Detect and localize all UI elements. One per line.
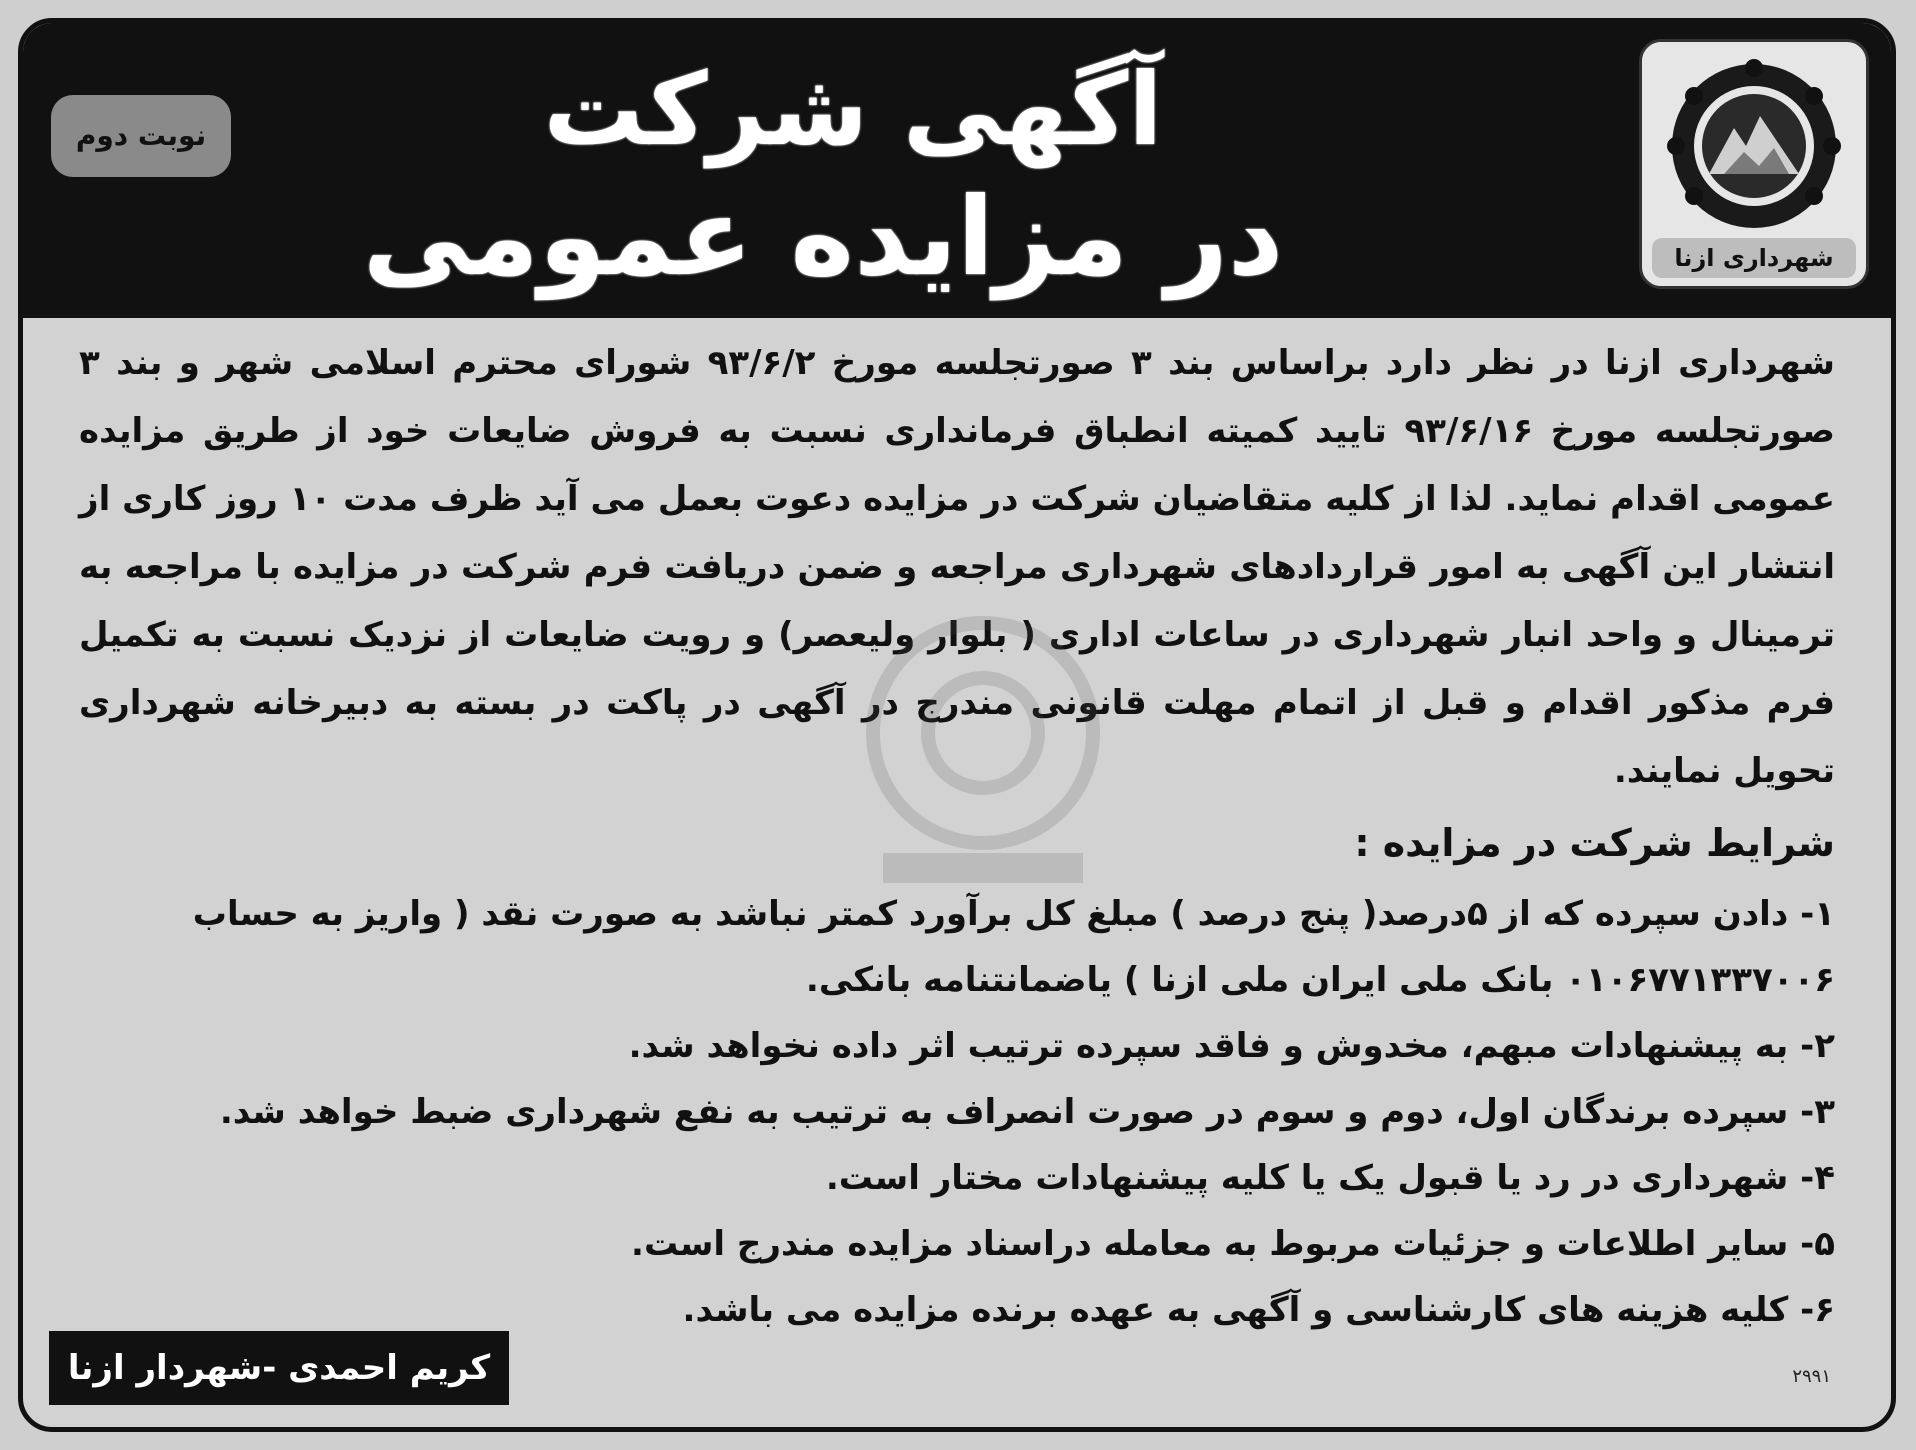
municipality-logo [1639, 39, 1869, 289]
ad-code: ۲۹۹۱ [1792, 1366, 1831, 1387]
publication-round-badge: نوبت دوم [51, 95, 231, 177]
advertisement-frame [18, 18, 1896, 1432]
condition-item: ۱- دادن سپرده که از ۵درصد( پنج درصد ) مبلغ کل برآورد کمتر نباشد به صورت نقد ( واریز به حساب ۰۱۰۶۷۷۱۳۳۷۰۰۶ بانک ملی ایران ملی ازنا ) یاضمانتنامه بانکی. [192, 894, 1835, 1000]
title-line-1: آگهی شرکت [543, 51, 1163, 168]
conditions-list [79, 881, 1835, 1343]
announcement-paragraph: شهرداری ازنا در نظر دارد براساس بند ۳ صورتجلسه مورخ ۹۳/۶/۲ شورای محترم اسلامی شهر و بند ۳ صورتجلسه مورخ ۹۳/۶/۱۶ تایید کمیته انطباق فرمانداری نسبت به فروش ضایعات خود از طریق مزایده عمومی اقدام نماید. لذا از کلیه متقاضیان شرکت در مزایده دعوت بعمل می آید ظرف مدت ۱۰ روز کاری از انتشار این آگهی به امور قراردادهای شهرداری مراجعه و ضمن دریافت فرم شرکت در مزایده با مراجعه به ترمینال و واحد انبار شهرداری در ساعات اداری ( بلوار ولیعصر) و رویت ضایعات از نزدیک نسبت به تکمیل فرم مذکور اقدام و قبل از اتمام مهلت قانونی مندرج در آگهی در پاکت در بسته به دبیرخانه شهرداری تحویل نمایند. [79, 343, 1836, 791]
header-banner [23, 23, 1891, 318]
logo-caption: شهرداری ازنا [1652, 238, 1856, 278]
title-line-2: در مزایده عمومی [362, 175, 1284, 300]
signature-box: کریم احمدی -شهردار ازنا [49, 1331, 509, 1405]
condition-item: ۵- سایر اطلاعات و جزئیات مربوط به معامله دراسناد مزایده مندرج است. [631, 1224, 1835, 1264]
condition-item: ۴- شهرداری در رد یا قبول یک یا کلیه پیشنهادات مختار است. [825, 1158, 1835, 1198]
condition-item: ۲- به پیشنهادات مبهم، مخدوش و فاقد سپرده ترتیب اثر داده نخواهد شد. [628, 1026, 1835, 1066]
condition-item: ۳- سپرده برندگان اول، دوم و سوم در صورت انصراف به ترتیب به نفع شهرداری ضبط خواهد شد. [219, 1092, 1835, 1132]
condition-item: ۶- کلیه هزینه های کارشناسی و آگهی به عهده برنده مزایده می باشد. [682, 1290, 1835, 1330]
municipality-emblem-icon [1664, 56, 1844, 236]
conditions-heading: شرایط شرکت در مزایده : [1354, 821, 1835, 865]
